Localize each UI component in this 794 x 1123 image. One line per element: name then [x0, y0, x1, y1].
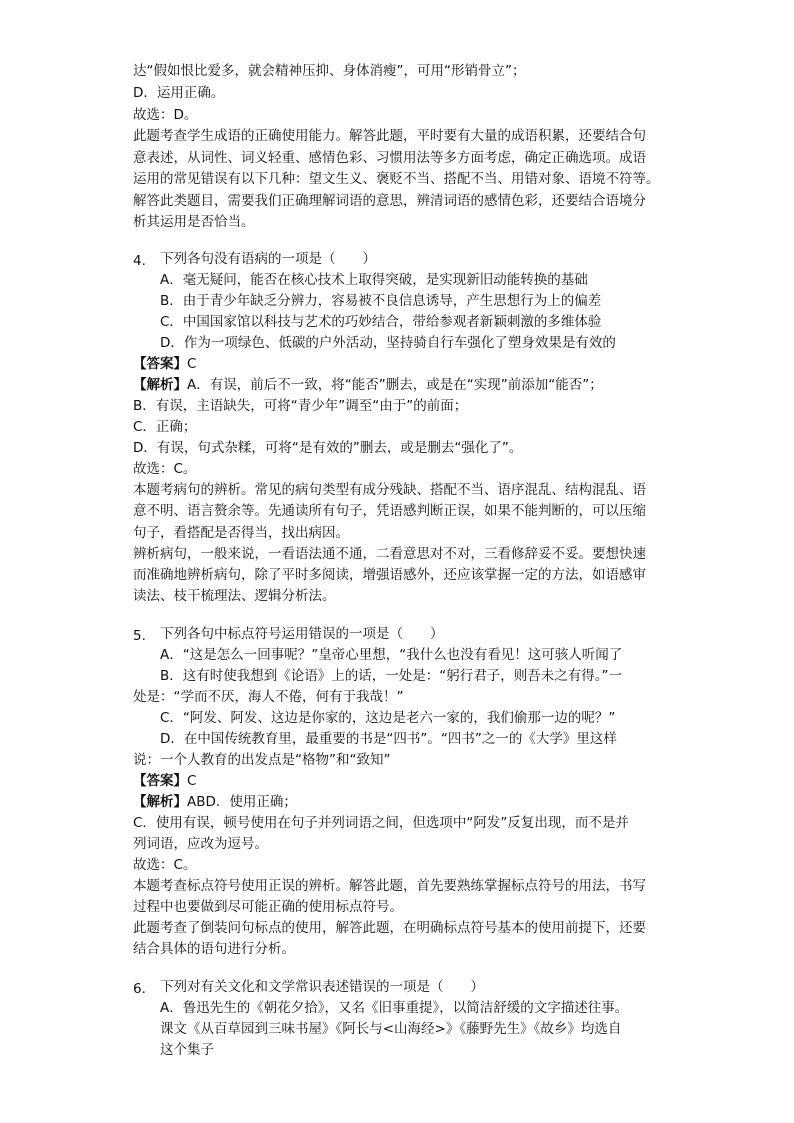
answer-line	[133, 772, 673, 791]
text-line: 句子，看搭配是否得当，找出病因。	[133, 525, 349, 541]
text-line: B．有误，主语缺失，可将“青少年”调至“由于”的前面；	[133, 398, 468, 414]
text-line: 结合具体的语句进行分析。	[133, 941, 295, 957]
question-stem: 下列对有关文化和文学常识表述错误的一项是（ ）	[160, 979, 484, 995]
text-line: 而准确地辨析病句，除了平时多阅读，增强语感外，还应该掌握一定的方法，如语感审	[133, 567, 646, 583]
analysis-text: ABD．使用正确；	[187, 794, 297, 810]
text-line: 此题考查学生成语的正确使用能力。解答此题，平时要有大量的成语积累，还要结合句	[133, 128, 646, 144]
option-d: D．在中国传统教育里，最重要的书是“四书”。“四书”之一的《大学》里这样	[160, 731, 617, 747]
option-a: A．毫无疑问，能否在核心技术上取得突破，是实现新旧动能转换的基础	[160, 272, 588, 288]
option-a: A．“这是怎么一回事呢？”皇帝心里想，“我什么也没有看见！这可骇人听闻了	[160, 647, 623, 663]
text-line: 析其运用是否恰当。	[133, 214, 255, 230]
question-stem: 下列各句没有语病的一项是（ ）	[160, 251, 376, 267]
option-a-continued: 这个集子	[160, 1042, 214, 1058]
analysis-line	[133, 793, 673, 812]
text-line: 解答此类题目，需要我们正确理解词语的意思，辨清词语的感情色彩，还要结合语境分	[133, 193, 646, 209]
answer-value: C	[187, 356, 197, 372]
question-number: 5.	[133, 628, 146, 644]
text-line: 列词语，应改为逗号。	[133, 836, 268, 852]
option-b: B．这有时使我想到《论语》上的话，一处是：“躬行君子，则吾未之有得。”一	[160, 668, 622, 684]
text-line: 本题考查标点符号使用正误的辨析。解答此题，首先要熟练掌握标点符号的用法，书写	[133, 878, 646, 894]
answer-tag: 【答案】	[133, 773, 187, 789]
option-d: D．作为一项绿色、低碳的户外活动，坚持骑自行车强化了塑身效果是有效的	[160, 335, 616, 351]
text-line: 运用的常见错误有以下几种：望文生义、褒贬不当、搭配不当、用错对象、语境不符等。	[133, 171, 660, 187]
answer-tag: 【答案】	[133, 356, 187, 372]
analysis-line	[133, 376, 673, 395]
text-line: 意表述，从词性、词义轻重、感情色彩、习惯用法等多方面考虑，确定正确选项。成语	[133, 150, 646, 166]
text-line: D．有误，句式杂糅，可将“是有效的”删去，或是删去“强化了”。	[133, 440, 523, 456]
text-line: C．使用有误，顿号使用在句子并列词语之间，但选项中“阿发”反复出现，而不是并	[133, 815, 629, 831]
option-b: B．由于青少年缺乏分辨力，容易被不良信息诱导，产生思想行为上的偏差	[160, 293, 602, 309]
text-line: 过程中也要做到尽可能正确的使用标点符号。	[133, 899, 403, 915]
question-number: 4.	[133, 253, 146, 269]
text-line: 故选：C。	[133, 461, 197, 477]
analysis-text: A．有误，前后不一致，将“能否”删去，或是在“实现”前添加“能否”；	[187, 377, 603, 393]
question-stem: 下列各句中标点符号运用错误的一项是（ ）	[160, 626, 444, 642]
answer-line	[133, 355, 673, 374]
text-line: 意不明、语言赘余等。先通读所有句子，凭语感判断正误，如果不能判断的，可以压缩	[133, 503, 646, 519]
option-c: C．中国国家馆以科技与艺术的巧妙结合，带给参观者新颖刺激的多维体验	[160, 314, 602, 330]
analysis-tag: 【解析】	[133, 794, 187, 810]
text-line: 本题考病句的辨析。常见的病句类型有成分残缺、搭配不当、语序混乱、结构混乱、语	[133, 482, 646, 498]
text-line: 达“假如恨比爱多，就会精神压抑、身体消瘦”，可用“形销骨立”；	[133, 63, 526, 79]
option-d-continued: 说：一个人教育的出发点是“格物”和“致知”	[133, 752, 391, 768]
question-number: 6.	[133, 981, 146, 997]
option-a-continued: 课文《从百草园到三味书屋》《阿长与<山海经>》《藤野先生》《故乡》均选自	[160, 1021, 622, 1037]
text-line: C．正确；	[133, 419, 197, 435]
text-line: 故选：C。	[133, 857, 197, 873]
answer-value: C	[187, 773, 197, 789]
option-b-continued: 处是：“学而不厌，海人不倦，何有于我哉！”	[133, 689, 404, 705]
text-line: 辨析病句，一般来说，一看语法通不通，二看意思对不对，三看修辞妥不妥。要想快速	[133, 546, 646, 562]
analysis-tag: 【解析】	[133, 377, 187, 393]
text-line: 此题考查了倒装问句标点的使用，解答此题，在明确标点符号基本的使用前提下，还要	[133, 920, 646, 936]
text-line: D．运用正确。	[133, 85, 225, 101]
option-c: C．“阿发、阿发、这边是你家的，这边是老六一家的，我们偷那一边的呢？”	[160, 710, 616, 726]
text-line: 故选：D。	[133, 107, 198, 123]
option-a: A．鲁迅先生的《朝花夕拾》，又名《旧事重提》，以简洁舒缓的文字描述往事。	[160, 1000, 629, 1016]
text-line: 读法、枝干梳理法、逻辑分析法。	[133, 588, 336, 604]
